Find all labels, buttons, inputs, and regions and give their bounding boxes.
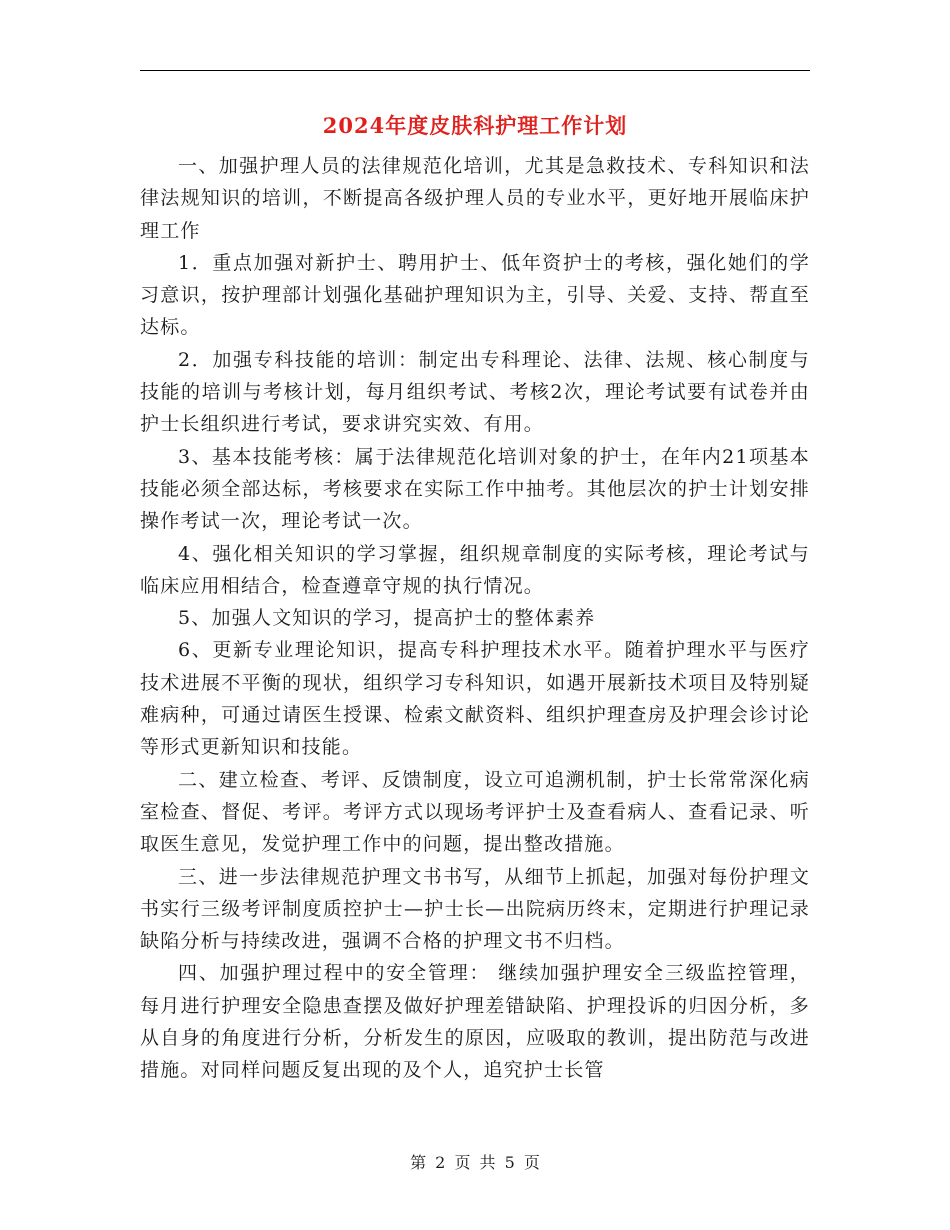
paragraph-7: 6、更新专业理论知识，提高专科护理技术水平。随着护理水平与医疗技术进展不平衡的现状，组织学习专科知识，如遇开展新技术项目及特别疑难病种，可通过请医生授课、检索文献资料、组织护理查房及护理会诊讨论等形式更新知识和技能。 <box>140 639 810 759</box>
document-body <box>140 150 810 1087</box>
paragraph-10: 四、加强护理过程中的安全管理： 继续加强护理安全三级监控管理，每月进行护理安全隐患查摆及做好护理差错缺陷、护理投诉的归因分析，多从自身的角度进行分析，分析发生的原因，应吸取的教训，提出防范与改进措施。对同样问题反复出现的及个人，追究护士长管 <box>140 962 810 1082</box>
page-number: 第 2 页 共 5 页 <box>410 1153 540 1172</box>
document-title: 2024年度皮肤科护理工作计划 <box>322 113 628 138</box>
paragraph-6: 5、加强人文知识的学习，提高护士的整体素养 <box>178 607 596 630</box>
paragraph-8: 二、建立检查、考评、反馈制度，设立可追溯机制，护士长常常深化病室检查、督促、考评。考评方式以现场考评护士及查看病人、查看记录、听取医生意见，发觉护理工作中的问题，提出整改措施。 <box>140 768 810 856</box>
paragraph-3: 2．加强专科技能的培训：制定出专科理论、法律、法规、核心制度与技能的培训与考核计划，每月组织考试、考核2次，理论考试要有试卷并由护士长组织进行考试，要求讲究实效、有用。 <box>140 348 810 436</box>
paragraph-9: 三、进一步法律规范护理文书书写，从细节上抓起，加强对每份护理文书实行三级考评制度质控护士—护士长—出院病历终末，定期进行护理记录缺陷分析与持续改进，强调不合格的护理文书不归档。 <box>140 865 810 953</box>
paragraph-4: 3、基本技能考核：属于法律规范化培训对象的护士，在年内21项基本技能必须全部达标，考核要求在实际工作中抽考。其他层次的护士计划安排操作考试一次，理论考试一次。 <box>140 445 810 533</box>
paragraph-1: 一、加强护理人员的法律规范化培训，尤其是急救技术、专科知识和法律法规知识的培训，不断提高各级护理人员的专业水平，更好地开展临床护理工作 <box>140 155 810 242</box>
header-rule <box>140 70 810 71</box>
paragraph-5: 4、强化相关知识的学习掌握，组织规章制度的实际考核，理论考试与临床应用相结合，检查遵章守规的执行情况。 <box>140 542 810 597</box>
paragraph-2: 1．重点加强对新护士、聘用护士、低年资护士的考核，强化她们的学习意识，按护理部计划强化基础护理知识为主，引导、关爱、支持、帮直至达标。 <box>140 251 810 339</box>
